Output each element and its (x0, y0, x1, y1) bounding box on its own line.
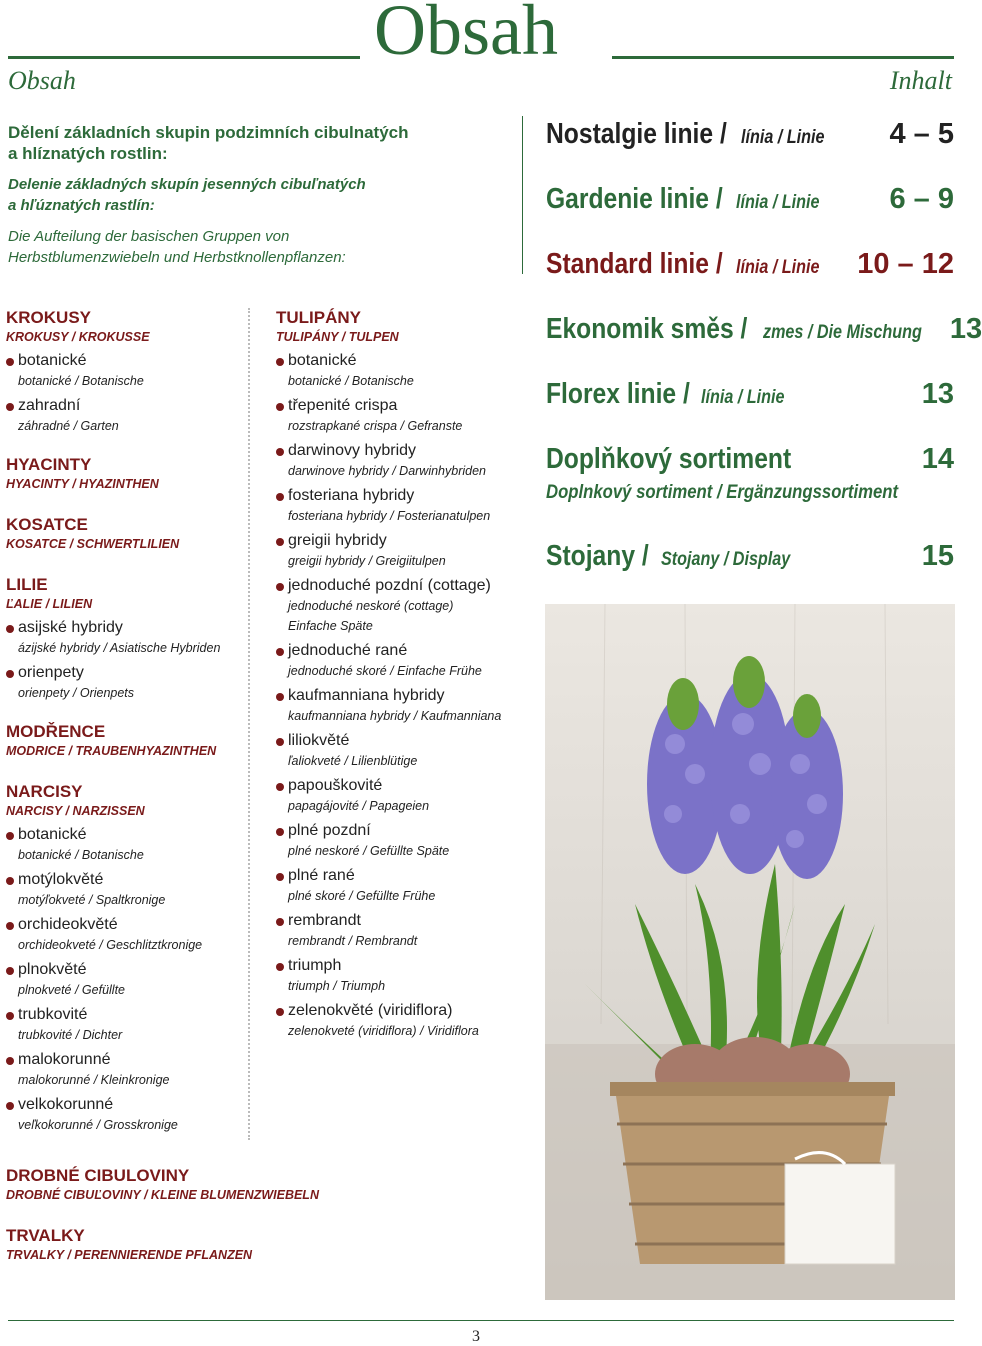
list-item-translation: rozstrapkané crispa / Gefranste (288, 419, 463, 433)
intro-de (8, 226, 508, 268)
list-item-translation: orchideokveté / Geschlitztkronige (18, 938, 203, 952)
toc-name: Ekonomik směs / (546, 313, 748, 345)
left-category-column (6, 308, 244, 1139)
list-item: jednoduché rané (276, 640, 538, 662)
category-heading: HYACINTY (6, 455, 92, 474)
toc-entry-florex[interactable] (546, 378, 954, 411)
toc-name: Stojany / (546, 540, 649, 572)
list-item: velkokorunné (6, 1094, 244, 1116)
toc-entry-standard[interactable] (546, 248, 954, 281)
list-item: fosteriana hybridy (276, 485, 538, 507)
list-item: asijské hybridy (6, 617, 244, 639)
footer-rule (8, 1320, 954, 1321)
list-item: botanické (276, 350, 538, 372)
toc-alt: línia / Linie (740, 127, 825, 148)
intro-cz (8, 122, 508, 164)
bottom-categories (6, 1166, 526, 1264)
list-item: rembrandt (276, 910, 538, 932)
toc-entry-stojany[interactable] (546, 540, 954, 573)
list-item-translation: zelenokveté (viridiflora) / Viridiflora (288, 1024, 479, 1038)
list-item: plnokvěté (6, 959, 244, 981)
toc-entry-doplnkovy[interactable] (546, 443, 954, 476)
intro-sk (8, 174, 508, 216)
list-item: plné pozdní (276, 820, 538, 842)
toc-entry-nostalgie[interactable] (546, 118, 954, 151)
list-item-translation: fosteriana hybridy / Fosterianatulpen (288, 509, 491, 523)
category-heading: LILIE (6, 575, 48, 594)
intro-de-line: Die Aufteilung der basischen Gruppen von (8, 228, 290, 245)
list-item: orienpety (6, 662, 244, 684)
category-subheading: MODRICE / TRAUBENHYAZINTHEN (6, 744, 217, 758)
header-rule-left (8, 56, 360, 59)
header-label-right: Inhalt (889, 66, 952, 95)
list-item-translation: záhradné / Garten (18, 419, 119, 433)
list-item-translation: orienpety / Orienpets (18, 686, 135, 700)
list-item-translation: plné skoré / Gefüllte Frühe (288, 889, 436, 903)
toc-pages: 4 – 5 (889, 118, 954, 150)
list-item-translation: papagájovité / Papageien (288, 799, 430, 813)
toc-entry-gardenie[interactable] (546, 183, 954, 216)
list-item: zelenokvěté (viridiflora) (276, 1000, 538, 1022)
toc-pages: 6 – 9 (889, 183, 954, 215)
category-subheading: DROBNÉ CIBUĽOVINY / KLEINE BLUMENZWIEBELN (6, 1188, 319, 1202)
list-item-translation: ázijské hybridy / Asiatische Hybriden (18, 641, 221, 655)
list-item-translation: plné neskoré / Gefüllte Späte (288, 844, 450, 858)
list-item-translation: ľaliokveté / Lilienblütige (288, 754, 418, 768)
list-item-translation: botanické / Botanische (18, 848, 144, 862)
category-subheading: KROKUSY / KROKUSSE (6, 330, 150, 344)
toc-name: Doplňkový sortiment (546, 443, 792, 475)
toc-doplnkovy-subtitle: Doplnkový sortiment / Ergänzungssortiment (546, 482, 899, 503)
list-item-translation: rembrandt / Rembrandt (288, 934, 418, 948)
toc-entry-ekonomik[interactable] (546, 313, 982, 346)
hyacinth-photo (545, 604, 955, 1300)
toc-name: Standard linie / (546, 248, 723, 280)
intro-block (8, 122, 508, 268)
list-item-translation: triumph / Triumph (288, 979, 386, 993)
category-heading: MODŘENCE (6, 722, 106, 741)
category-heading: KOSATCE (6, 515, 88, 534)
list-item-translation: jednoduché neskoré (cottage) (288, 599, 454, 613)
toc-alt: línia / Linie (701, 387, 785, 408)
list-item: jednoduché pozdní (cottage) (276, 575, 538, 597)
category-subheading: KOSATCE / SCHWERTLILIEN (6, 537, 180, 551)
page-number: 3 (472, 1328, 480, 1345)
list-item: botanické (6, 350, 244, 372)
list-item-translation: Einfache Späte (288, 619, 373, 633)
list-item: botanické (6, 824, 244, 846)
hyacinth-illustration (545, 604, 955, 1300)
intro-cz-line: a hlíznatých rostlin: (8, 144, 168, 163)
toc-alt: zmes / Die Mischung (762, 322, 922, 343)
list-item: zahradní (6, 395, 244, 417)
category-heading: TULIPÁNY (276, 308, 361, 327)
list-item-translation: veľkokorunné / Grosskronige (18, 1118, 178, 1132)
list-item: motýlokvěté (6, 869, 244, 891)
category-heading: KROKUSY (6, 308, 92, 327)
tulip-column (276, 308, 538, 1045)
category-heading: NARCISY (6, 782, 83, 801)
category-subheading: HYACINTY / HYAZINTHEN (6, 477, 159, 491)
list-item: darwinovy hybridy (276, 440, 538, 462)
list-item-translation: greigii hybridy / Greigiitulpen (288, 554, 446, 568)
toc-pages: 14 (921, 443, 954, 475)
toc-pages: 13 (949, 313, 982, 345)
toc-alt: línia / Linie (735, 192, 820, 213)
intro-sk-line: a hľúznatých rastlín: (8, 197, 155, 214)
list-item: plné rané (276, 865, 538, 887)
page-title: Obsah (374, 0, 558, 70)
category-subheading: ĽALIE / LILIEN (6, 597, 93, 611)
category-heading: DROBNÉ CIBULOVINY (6, 1166, 190, 1185)
list-item-translation: botanické / Botanische (288, 374, 414, 388)
vertical-divider (522, 116, 523, 274)
page-header (0, 0, 960, 110)
list-item: liliokvěté (276, 730, 538, 752)
toc-pages: 10 – 12 (857, 248, 954, 280)
toc-alt: línia / Linie (735, 257, 820, 278)
toc-name: Florex linie / (546, 378, 690, 410)
list-item-translation: darwinove hybridy / Darwinhybriden (288, 464, 487, 478)
toc-name: Gardenie linie / (546, 183, 723, 215)
header-label-left: Obsah (8, 66, 76, 95)
category-subheading: TRVALKY / PERENNIERENDE PFLANZEN (6, 1248, 253, 1262)
list-item: trubkovité (6, 1004, 244, 1026)
list-item-translation: botanické / Botanische (18, 374, 144, 388)
category-subheading: TULIPÁNY / TULPEN (276, 330, 399, 344)
list-item: malokorunné (6, 1049, 244, 1071)
category-subheading: NARCISY / NARZISSEN (6, 804, 145, 818)
list-item-translation: kaufmanniana hybridy / Kaufmanniana (288, 709, 502, 723)
list-item-translation: malokorunné / Kleinkronige (18, 1073, 170, 1087)
list-item: triumph (276, 955, 538, 977)
list-item: orchideokvěté (6, 914, 244, 936)
list-item-translation: motýľokveté / Spaltkronige (18, 893, 166, 907)
list-item-translation: plnokveté / Gefüllte (18, 983, 126, 997)
list-item: třepenité crispa (276, 395, 538, 417)
intro-cz-line: Dělení základních skupin podzimních cibulnatých (8, 123, 409, 142)
header-rule-right (612, 56, 954, 59)
list-item-translation: jednoduché skoré / Einfache Frühe (288, 664, 482, 678)
column-divider-dotted (248, 308, 250, 1140)
category-heading: TRVALKY (6, 1226, 85, 1245)
intro-sk-line: Delenie základných skupín jesenných cibuľnatých (8, 176, 366, 193)
toc-pages: 15 (921, 540, 954, 572)
intro-de-line: Herbstblumenzwiebeln und Herbstknollenpflanzen: (8, 249, 346, 266)
list-item-translation: trubkovité / Dichter (18, 1028, 123, 1042)
list-item: greigii hybridy (276, 530, 538, 552)
list-item: kaufmanniana hybridy (276, 685, 538, 707)
list-item: papouškovité (276, 775, 538, 797)
toc-alt: Stojany / Display (660, 549, 791, 570)
toc-pages: 13 (921, 378, 954, 410)
toc-name: Nostalgie linie / (546, 118, 727, 150)
